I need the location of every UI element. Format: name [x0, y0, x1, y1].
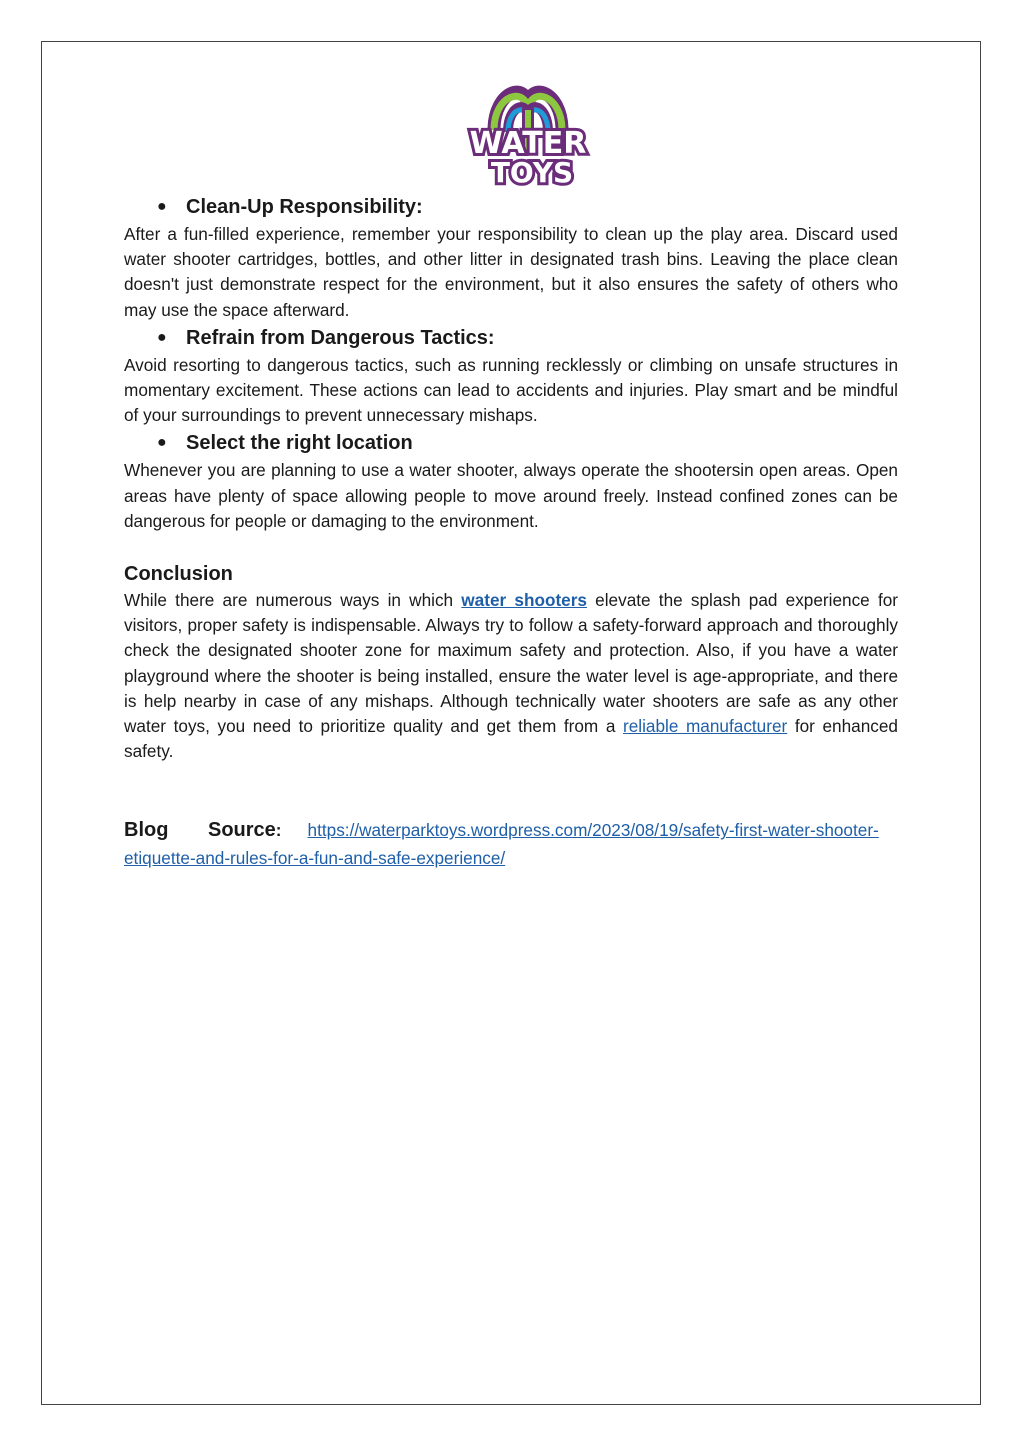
blog-source: Blog Source: https://waterparktoys.wordpress.com/2023/08/19/safety-first-water-shooter-etiquette-and-rules-for-a-fun-and-safe-experience/ — [124, 819, 879, 869]
section-body-dangerous-tactics: Avoid resorting to dangerous tactics, such as running recklessly or climbing on unsafe structures in momentary excitement. These actions can lead to accidents and injuries. Play smart and be mindful of your surroundings to prevent unnecessary mishaps. — [124, 354, 898, 426]
blog-source-url-link[interactable]: https://waterparktoys.wordpress.com/2023/08/19/safety-first-water-shooter-etiquette-and-rules-for-a-fun-and-safe-experience/ — [124, 820, 879, 869]
section-heading-cleanup: ● Clean-Up Responsibility: — [124, 192, 898, 222]
water-toys-logo — [464, 78, 592, 188]
blog-source-label: Blog Source — [124, 819, 276, 842]
water-shooters-link[interactable]: water shooters — [461, 590, 587, 611]
conclusion-heading: Conclusion — [124, 563, 233, 586]
bullet-icon: ● — [157, 328, 167, 346]
logo-line2: TOYS — [490, 156, 574, 188]
section-body-location: Whenever you are planning to use a water shooter, always operate the shootersin open areas. Open areas have plenty of space allowing people to move around freely. Instead confined zones can be dangerous for people or damaging to the environment. — [124, 460, 898, 531]
bullet-icon: ● — [157, 198, 167, 215]
conclusion-body: While there are numerous ways in which water shooters elevate the splash pad experience for visitors, proper safety is indispensable. Always try to follow a safety-forward approach and thoroughly check the designated shooter zone for maximum safety and protection. Also, if you have a water playground where the shooter is being installed, ensure the water level is age-appropriate, and there is help nearby in case of any mishaps. Although technically water shooters are safe as any other water toys, you need to prioritize quality and get them from a reliable manufacturer for enhanced safety. — [124, 590, 898, 762]
bullet-icon: ● — [157, 434, 167, 452]
section-body-cleanup: After a fun-filled experience, remember your responsibility to clean up the play area. Discard used water shooter cartridges, bottles, and other litter in designated trash bins. Leaving the place clean doesn't just demonstrate respect for the environment, but it also ensures the safety of others who may use the space afterward. — [124, 224, 898, 320]
section-heading-dangerous-tactics: ● Refrain from Dangerous Tactics: — [124, 323, 898, 353]
logo-line1: WATER — [469, 126, 587, 161]
document-body — [124, 192, 898, 872]
reliable-manufacturer-link[interactable]: reliable manufacturer — [622, 716, 788, 737]
section-heading-location: ● Select the right location — [124, 428, 898, 458]
